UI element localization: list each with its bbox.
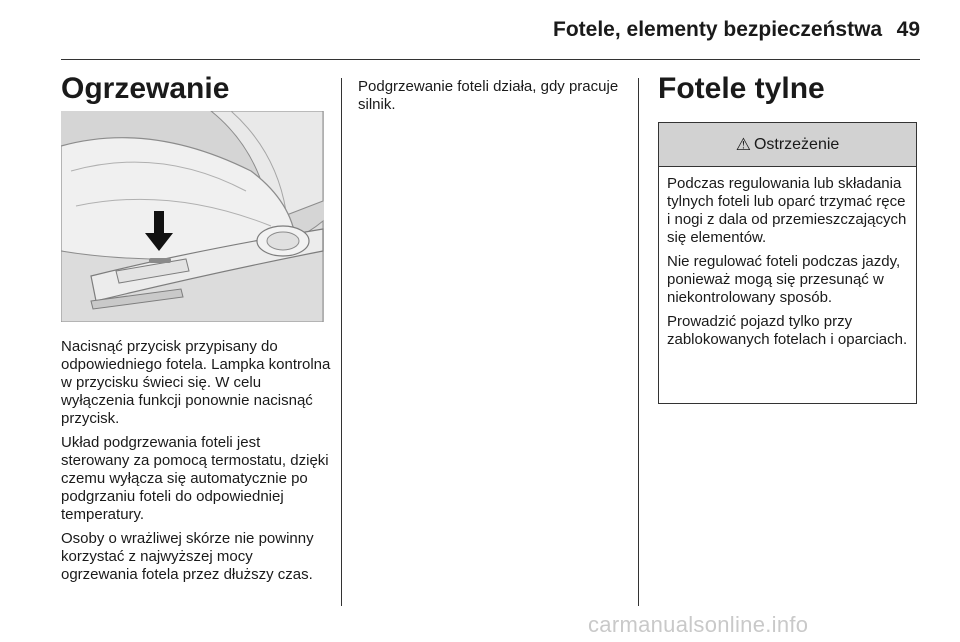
paragraph: Osoby o wrażliwej skórze nie powinny korzystać z najwyższej mocy ogrzewania fotela przez dłuższy czas. <box>61 530 314 583</box>
left-column-text <box>61 338 331 590</box>
warning-box <box>658 122 917 404</box>
warning-title: Ostrzeżenie <box>753 135 840 153</box>
warning-paragraph: Podczas regulowania lub składania tylnych foteli lub oparć trzymać ręce i nogi z dala od przemieszczających się elementów. <box>667 175 907 246</box>
paragraph: Układ podgrzewania foteli jest sterowany za pomocą termostatu, dzięki czemu wyłącza się automatycznie po podgrzaniu foteli do odpowiedniej temperatury. <box>61 434 329 523</box>
header-rule <box>61 59 920 60</box>
warning-triangle-icon: ⚠ <box>735 134 751 154</box>
seat-heating-button-illustration-icon <box>61 111 324 322</box>
running-header-title: Fotele, elementy bezpieczeństwa <box>553 18 883 41</box>
column-divider-left <box>341 78 342 606</box>
warning-header <box>659 123 916 167</box>
warning-paragraph: Prowadzić pojazd tylko przy zablokowanych fotelach i oparciach. <box>667 313 908 348</box>
watermark: carmanualsonline.info <box>588 612 809 637</box>
seat-heating-illustration <box>61 111 324 322</box>
warning-paragraph: Nie regulować foteli podczas jazdy, ponieważ mogą się przesunąć w niekontrolowany sposób. <box>667 253 901 306</box>
section-heading-ogrzewanie: Ogrzewanie <box>61 72 230 105</box>
paragraph: Nacisnąć przycisk przypisany do odpowiedniego fotela. Lampka kontrolna w przycisku świeci się. W celu wyłączenia funkcji ponownie nacisnąć przycisk. <box>61 338 331 427</box>
page-number: 49 <box>896 18 920 41</box>
section-heading-fotele-tylne: Fotele tylne <box>658 72 825 105</box>
warning-body <box>659 167 916 349</box>
middle-column-text <box>358 78 620 120</box>
paragraph: Podgrzewanie foteli działa, gdy pracuje silnik. <box>358 78 619 113</box>
column-divider-right <box>638 78 639 606</box>
